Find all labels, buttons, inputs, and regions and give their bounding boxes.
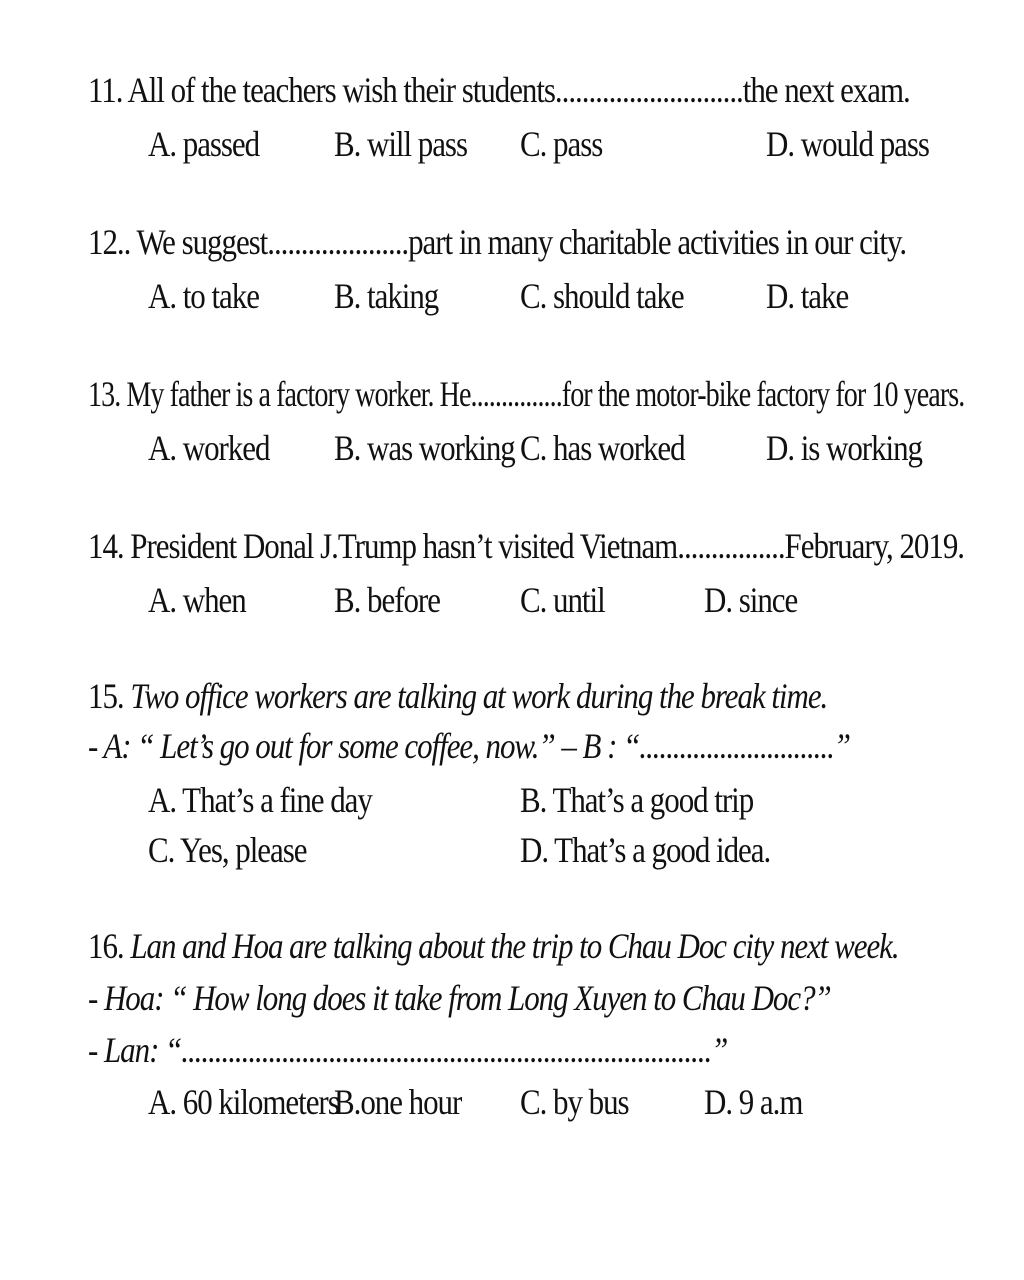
option-a: A. to take xyxy=(148,276,259,316)
option-d: D. is working xyxy=(766,428,923,468)
option-b: B. will pass xyxy=(334,124,467,164)
option-c: C. has worked xyxy=(520,428,685,468)
option-d: D. since xyxy=(704,580,798,620)
dialog-line: - A: “ Let’s go out for some coffee, now.” – B : “.............................” xyxy=(88,726,850,766)
option-a: A. That’s a fine day xyxy=(148,780,372,820)
question-stem: 11. All of the teachers wish their students............................the next exam. xyxy=(88,70,910,110)
question-number: 15. xyxy=(88,676,124,716)
option-d: D. would pass xyxy=(766,124,929,164)
option-b: B. was working xyxy=(334,428,515,468)
question-context: Lan and Hoa are talking about the trip to Chau Doc city next week. xyxy=(130,926,899,966)
question-context: Two office workers are talking at work during the break time. xyxy=(130,676,828,716)
dialog-line: - Hoa: “ How long does it take from Long Xuyen to Chau Doc?” xyxy=(88,978,831,1018)
question-stem: 14. President Donal J.Trump hasn’t visited Vietnam................February, 2019. xyxy=(88,526,964,566)
option-a: A. passed xyxy=(148,124,260,164)
option-b: B. before xyxy=(334,580,440,620)
option-d: D. take xyxy=(766,276,849,316)
option-c: C. Yes, please xyxy=(148,830,307,870)
option-b: B.one hour xyxy=(334,1082,462,1122)
dialog-line: - Lan: “...............................................................................” xyxy=(88,1030,728,1070)
option-c: C. by bus xyxy=(520,1082,629,1122)
option-d: D. That’s a good idea. xyxy=(520,830,771,870)
option-a: A. worked xyxy=(148,428,270,468)
option-b: B. That’s a good trip xyxy=(520,780,754,820)
option-c: C. until xyxy=(520,580,605,620)
question-stem: 12.. We suggest.....................part in many charitable activities in our city. xyxy=(88,222,907,262)
option-d: D. 9 a.m xyxy=(704,1082,803,1122)
question-number: 16. xyxy=(88,926,124,966)
option-c: C. pass xyxy=(520,124,603,164)
option-c: C. should take xyxy=(520,276,684,316)
option-b: B. taking xyxy=(334,276,439,316)
option-a: A. 60 kilometers xyxy=(148,1082,339,1122)
question-stem: 13. My father is a factory worker. He...............for the motor-bike factory for 10 years. xyxy=(88,374,965,414)
question-stem xyxy=(88,676,827,716)
question-stem xyxy=(88,926,899,966)
option-a: A. when xyxy=(148,580,246,620)
